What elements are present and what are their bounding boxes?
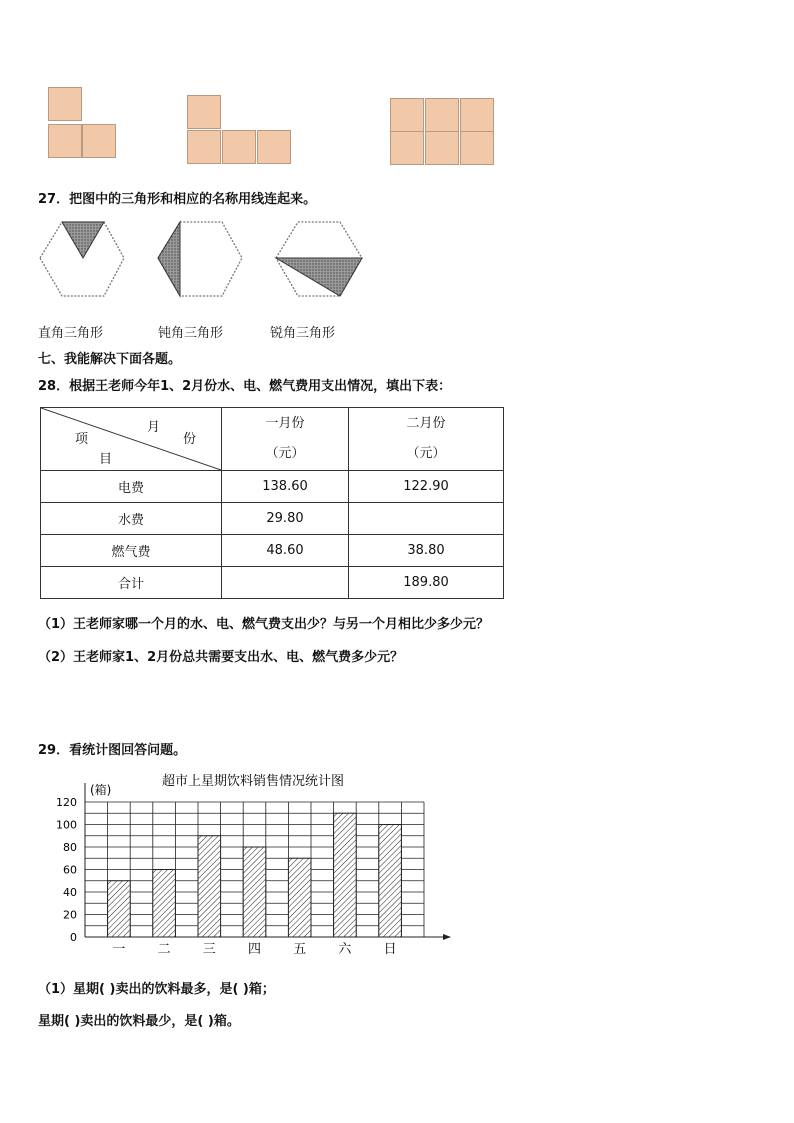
bar-1 [108, 881, 131, 937]
beverage-sales-bar-chart [40, 765, 460, 965]
chart-bars [108, 813, 402, 937]
x-tick-label: 一 [112, 942, 126, 957]
row-jan-value [222, 567, 349, 599]
square-tile [48, 124, 82, 158]
hexagon-figures [36, 218, 396, 302]
y-tick-label: 80 [63, 841, 77, 854]
chart-y-ticks [56, 796, 77, 944]
table-row [41, 567, 504, 599]
square-tile [48, 87, 82, 121]
question-28-title: 28．根据王老师今年1、2月份水、电、燃气费用支出情况，填出下表： [38, 379, 452, 394]
name-acute-triangle: 锐角三角形 [270, 326, 336, 341]
row-item: 燃气费 [41, 535, 222, 567]
row-feb-value: 38.80 [349, 535, 504, 567]
table-row [41, 535, 504, 567]
square-tile [187, 95, 221, 129]
square-tile [460, 98, 494, 132]
section-7-title: 七、我能解决下面各题。 [38, 352, 182, 367]
question-29-sub-2: 星期( )卖出的饮料最少，是( )箱。 [38, 1014, 240, 1029]
row-item: 电费 [41, 471, 222, 503]
y-tick-label: 60 [63, 863, 77, 877]
square-tile [257, 130, 291, 164]
y-tick-label: 20 [63, 908, 77, 922]
bar-6 [334, 813, 357, 937]
name-right-triangle: 直角三角形 [38, 326, 104, 341]
table-header-row [41, 408, 504, 471]
chart-title: 超市上星期饮料销售情况统计图 [161, 774, 345, 789]
row-jan-value: 138.60 [222, 471, 349, 503]
x-tick-label: 二 [157, 942, 171, 957]
row-feb-value: 122.90 [349, 471, 504, 503]
corner-label-month: 月 [147, 420, 161, 435]
corner-label-xiang: 项 [75, 432, 89, 447]
row-jan-value: 48.60 [222, 535, 349, 567]
hexagon-3 [276, 222, 362, 296]
y-tick-label: 100 [56, 818, 77, 832]
square-tile [187, 130, 221, 164]
hexagon-2 [158, 222, 242, 296]
question-28-sub-2: （2）王老师家1、2月份总共需要支出水、电、燃气费多少元？ [38, 650, 404, 665]
name-obtuse-triangle: 钝角三角形 [158, 326, 224, 341]
header-january: 一月份 （元） [222, 408, 349, 471]
table-row [41, 471, 504, 503]
question-29-title: 29．看统计图回答问题。 [38, 743, 187, 758]
x-tick-label: 五 [293, 942, 307, 957]
question-27-title: 27．把图中的三角形和相应的名称用线连起来。 [38, 192, 317, 207]
x-tick-label: 三 [202, 942, 216, 957]
square-tile [460, 131, 494, 165]
header-february: 二月份 （元） [349, 408, 504, 471]
row-jan-value: 29.80 [222, 503, 349, 535]
bar-7 [379, 825, 402, 938]
bar-5 [288, 858, 311, 937]
square-tile [390, 98, 424, 132]
row-feb-value [349, 503, 504, 535]
hexagon-1 [40, 222, 124, 296]
question-29-sub-1: （1）星期( )卖出的饮料最多，是( )箱； [38, 982, 275, 997]
x-tick-label: 日 [383, 942, 397, 957]
square-tile [82, 124, 116, 158]
y-tick-label: 0 [70, 931, 77, 944]
corner-label-mu: 目 [99, 452, 113, 467]
corner-label-fen: 份 [183, 432, 197, 447]
question-28-sub-1: （1）王老师家哪一个月的水、电、燃气费支出少？与另一个月相比少多少元？ [38, 617, 490, 632]
bar-3 [198, 836, 221, 937]
square-tile [222, 130, 256, 164]
square-tile [390, 131, 424, 165]
row-feb-value: 189.80 [349, 567, 504, 599]
square-tile [425, 98, 459, 132]
chart-y-label: (箱) [90, 783, 112, 797]
x-tick-label: 六 [338, 942, 352, 957]
y-tick-label: 40 [63, 886, 77, 899]
y-tick-label: 120 [56, 796, 77, 809]
bar-2 [153, 870, 176, 938]
fee-table [40, 407, 504, 599]
square-tile [425, 131, 459, 165]
table-row [41, 503, 504, 535]
x-tick-label: 四 [247, 942, 262, 957]
chart-x-ticks [112, 942, 396, 957]
row-item: 水费 [41, 503, 222, 535]
table-corner-cell [41, 408, 222, 471]
row-item: 合计 [41, 567, 222, 599]
bar-4 [243, 847, 266, 937]
